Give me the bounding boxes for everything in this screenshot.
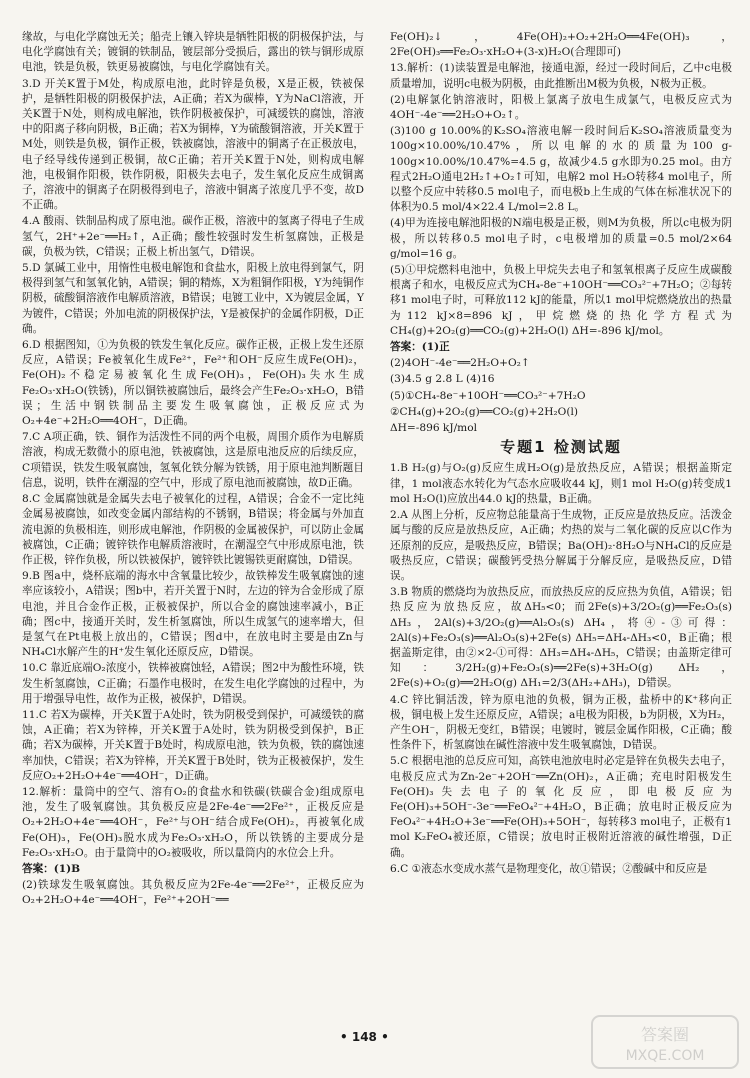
paragraph: 5.C 根据电池的总反应可知，高铁电池放电时必定是锌在负极失去电子，电极反应式为Zn-2e⁻+2OH⁻══Zn(OH)₂，A正确；充电时阳极发生Fe(OH)₃失去电子的氧化反应，即电极反应为Fe(OH)₃+5OH⁻-3e⁻══FeO₄²⁻+4H₂O，B正确；放电时正极反应为FeO₄²⁻+4H₂O+3e⁻══Fe(OH)₃+5OH⁻，每转移3 mol电子，正极有1 mol K₂FeO₄被还原，C错误；放电时正极附近溶液的碱性增强，D正确。 — [390, 755, 732, 859]
left-column — [22, 30, 364, 910]
paragraph: 缘故，与电化学腐蚀无关；船壳上镶入锌块是牺牲阳极的阴极保护法，与电化学腐蚀有关；镀铜的铁制品，镀层部分受损后，露出的铁与铜形成原电池，铁是负极，铁更易被腐蚀，与电化学腐蚀有关。 — [22, 31, 364, 74]
paragraph: 8.C 金属腐蚀就是金属失去电子被氧化的过程，A错误；合金不一定比纯金属易被腐蚀，如改变金属内部结构的不锈钢，B错误；将金属与外加直流电源的负极相连，则形成电解池，作阴极的金属被保护，可以防止金属被腐蚀，C正确；镀锌铁作电解质溶液时，在潮湿空气中形成原电池，铁作正极，锌作负极，所以铁被保护，镀锌铁比镀锡铁更耐腐蚀，D错误。 — [22, 493, 364, 566]
paragraph: 2.A 从图上分析，反应物总能量高于生成物，正反应是放热反应。活泼金属与酸的反应是放热反应，A正确；灼热的炭与二氧化碳的反应以C作为还原剂的反应，是吸热反应，B错误；Ba(OH)₂·8H₂O与NH₄Cl的反应是吸热反应，C错误；碳酸钙受热分解属于分解反应，是吸热反应，D错误。 — [390, 509, 732, 582]
svg-text:MXQE.COM: MXQE.COM — [625, 1048, 705, 1064]
paragraph: 4.A 酸雨、铁制品构成了原电池。碳作正极，溶液中的氢离子得电子生成氢气，2H⁺+2e⁻══H₂↑，A正确；酸性较强时发生析氢腐蚀，正极是碳，负极为铁，C错误；正极上析出氢气，D错误。 — [22, 215, 364, 258]
paragraph: (4)甲为连接电解池阳极的N端电极是正极，则M为负极，所以c电极为阴极，所以转移0.5 mol电子时，c电极增加的质量=0.5 mol/2×64 g/mol=16 g。 — [390, 217, 732, 260]
paragraph: 13.解析：(1)读装置是电解池，接通电源，经过一段时间后，乙中c电极质量增加，说明c电极为阴极，由此推断出M极为负极，N极为正极。 — [390, 62, 732, 90]
right-column — [390, 30, 732, 878]
paragraph: 1.B H₂(g)与O₂(g)反应生成H₂O(g)是放热反应，A错误；根据盖斯定律，1 mol液态水转化为气态水应吸收44 kJ，则1 mol H₂O(g)转变成1 mol H₂O(l)应放出44.0 kJ的热量，B正确。 — [390, 462, 732, 505]
answer-line: (5)①CH₄-8e⁻+10OH⁻══CO₃²⁻+7H₂O — [390, 389, 586, 402]
paragraph: 11.C 若X为碳棒，开关K置于A处时，铁为阴极受到保护，可减缓铁的腐蚀，A正确；若X为锌棒，开关K置于A处时，铁为阴极受到保护，B正确；若X为碳棒，开关K置于B处时，构成原电池，铁为负极，铁的腐蚀速率加快，C错误；若X为锌棒，开关K置于B处时，铁为正极被保护，发生反应O₂+2H₂O+4e⁻══4OH⁻，D正确。 — [22, 708, 364, 782]
section-title: 专题1 检测试题 — [500, 438, 622, 457]
svg-text:答案圈: 答案圈 — [640, 1025, 690, 1044]
watermark-logo — [590, 1012, 740, 1072]
answer-line: ②CH₄(g)+2O₂(g)══CO₂(g)+2H₂O(l) — [390, 405, 579, 418]
paragraph: (5)①甲烷燃料电池中，负极上甲烷失去电子和氢氧根离子反应生成碳酸根离子和水，电极反应式为CH₄-8e⁻+10OH⁻══CO₃²⁻+7H₂O；②每转移1 mol电子时，可释放112 kJ的能量，所以1 mol甲烷燃烧放出的热量为112 kJ×8=896 kJ，甲烷燃烧的热化学方程式为CH₄(g)+2O₂(g)══CO₂(g)+2H₂O(l) ΔH=-896 kJ/mol。 — [390, 264, 732, 337]
paragraph: 6.D 根据图知，①为负极的铁发生氧化反应。碳作正极，正极上发生还原反应，A错误；Fe被氧化生成Fe²⁺，Fe²⁺和OH⁻反应生成Fe(OH)₂，Fe(OH)₂不稳定易被氧化生成Fe(OH)₃，Fe(OH)₃失水生成Fe₂O₃·xH₂O(铁锈)，所以铜铁被腐蚀后，最终会产生Fe₂O₃·xH₂O，B错误；生活中钢铁制品主要发生吸氧腐蚀，正极反应式为O₂+4e⁻+2H₂O══4OH⁻，D正确。 — [22, 339, 364, 428]
paragraph: (2)铁球发生吸氧腐蚀。其负极反应为2Fe-4e⁻══2Fe²⁺，正极反应为O₂+2H₂O+4e⁻══4OH⁻，Fe²⁺+2OH⁻══ — [22, 879, 364, 907]
paragraph: 9.B 图a中，烧杯底端的海水中含氧量比较少，故铁棒发生吸氧腐蚀的速率应该较小，A错误；图b中，若开关置于N时，左边的锌为合金形成了原电池，并且合金作正极，正极被保护，所以合金的腐蚀速率减小，B正确；图c中，接通开关时，发生析氢腐蚀，所以生成氢气的速率增大，但是氢气在Pt电极上放出的，C错误；图d中，在放电时主要是由Zn与NH₄Cl水解产生的H⁺发生氧化还原反应，D错误。 — [22, 570, 364, 659]
paragraph: 12.解析：量筒中的空气、溶有O₂的食盐水和铁碳(铁碳合金)组成原电池，发生了吸氧腐蚀。其负极反应是2Fe-4e⁻══2Fe²⁺，正极反应是O₂+2H₂O+4e⁻══4OH⁻，Fe²⁺与OH⁻结合成Fe(OH)₂，再被氧化成Fe(OH)₃，Fe(OH)₃脱水成为Fe₂O₃·xH₂O，所以铁锈的主要成分是Fe₂O₃·xH₂O。由于量筒中的O₂被吸收，所以量筒内的水位会上升。 — [22, 785, 364, 859]
page-number: • 148 • — [340, 1030, 389, 1044]
paragraph: 5.D 氯碱工业中，用惰性电极电解饱和食盐水，阳极上放电得到氯气，阴极得到氢气和氢氧化钠，A错误；铜的精炼，X为粗铜作阳极，Y为纯铜作阴极，硫酸铜溶液作电解质溶液，B错误；电镀工业中，X为镀层金属，Y为镀件，C错误；外加电流的阴极保护法，Y是被保护的金属作阴极，D正确。 — [22, 262, 364, 335]
paragraph: 7.C A项正确，铁、铜作为活泼性不同的两个电极，周围介质作为电解质溶液，构成无数微小的原电池，铁被腐蚀，这是原电池反应的后续反应，C项错误，铁发生吸氧腐蚀，氢氧化铁分解为铁锈，用于原电池判断题目信息，说明，铁件在潮湿的空气中，形成了原电池而被腐蚀，故D正确。 — [22, 431, 364, 489]
paragraph: 3.B 物质的燃烧均为放热反应，而放热反应的反应热为负值，A错误；铝热反应为放热反应，故ΔH₅<0；而2Fe(s)+3/2O₂(g)══Fe₂O₃(s) ΔH₃，2Al(s)+3/2O₂(g)══Al₂O₃(s) ΔH₄，将④-③可得：2Al(s)+Fe₂O₃(s)══Al₂O₃(s)+2Fe(s) ΔH₅=ΔH₄-ΔH₃<0，B正确；根据盖斯定律，由②×2-①可得：ΔH₃=ΔH₄-ΔH₅，C错误；由盖斯定律可知：3/2H₂(g)+Fe₂O₃(s)══2Fe(s)+3H₂O(g) ΔH₂，2Fe(s)+O₂(g)══2H₂O(g) ΔH₁=2/3(ΔH₂+ΔH₃)，D错误。 — [390, 586, 732, 690]
paragraph: (2)电解氯化钠溶液时，阳极上氯离子放电生成氯气，电极反应式为4OH⁻-4e⁻══2H₂O+O₂↑。 — [390, 93, 732, 122]
answer-line: 答案：(1)正 — [390, 341, 450, 354]
paragraph: 3.D 开关K置于M处，构成原电池，此时锌是负极，X是正极，铁被保护，是牺牲阳极的阴极保护法，A正确；若X为碳棒，Y为NaCl溶液，开关K置于N处，则构成电解池，铁作阴极被保护，可减缓铁的腐蚀，溶液中的阳离子移向阴极，B正确；若X为铜棒，Y为硫酸铜溶液，开关K置于M处，则铁是负极，铜作正极，铁被腐蚀，溶液中的铜离子在正极放电，电子经导线传递到正极铜，故C正确；若开关K置于N处，则构成电解池，电极铜作阳极，铁作阴极，阳极失去电子，发生氧化反应生成铜离子，溶液中的铜离子在阴极得到电子，溶液中铜离子浓度几乎不变，故D不正确。 — [22, 77, 364, 212]
paragraph: (3)100 g 10.00%的K₂SO₄溶液电解一段时间后K₂SO₄溶液质量变为100g×10.00%/10.47%，所以电解的水的质量为100 g-100g×10.00%/10.47%=4.5 g，故减少4.5 g水即为0.25 mol。由方程式2H₂O通电2H₂↑+O₂↑可知，电解2 mol H₂O转移4 mol电子，所以整个反应中转移0.5 mol电子，而电极b上生成的气体在标准状况下的体积为0.5 mol/4×22.4 L/mol=2.8 L。 — [390, 125, 732, 214]
answer-line: (2)4OH⁻-4e⁻══2H₂O+O₂↑ — [390, 357, 530, 370]
paragraph: 6.C ①液态水变成水蒸气是物理变化，故①错误；②酸碱中和反应是 — [390, 862, 708, 875]
answer-line: (3)4.5 g 2.8 L (4)16 — [390, 373, 495, 386]
paragraph: 10.C 靠近底端O₂浓度小，铁棒被腐蚀轻，A错误；图2中为酸性环境，铁发生析氢腐蚀，C正确；石墨作电极时，在发生电化学腐蚀的过程中，为用于增强导电性，故作为正极，被保护，D错误。 — [22, 662, 364, 705]
paragraph: 4.C 锌比铜活泼，锌为原电池的负极，铜为正极，盐桥中的K⁺移向正极，铜电极上发生还原反应，A错误；a电极为阳极，b为阴极，X为H₂，产生OH⁻，阴极无变红，B错误；电镀时，镀层金属作阳极，C正确；酸性条件下，析氢腐蚀在碱性溶液中发生吸氧腐蚀，D错误。 — [390, 693, 732, 752]
answer-line: 答案：(1)B — [22, 862, 81, 875]
paragraph: Fe(OH)₂↓，4Fe(OH)₂+O₂+2H₂O══4Fe(OH)₃，2Fe(OH)₃══Fe₂O₃·xH₂O+(3-x)H₂O(合理即可) — [390, 31, 732, 59]
answer-line: ΔH=-896 kJ/mol — [390, 422, 477, 435]
